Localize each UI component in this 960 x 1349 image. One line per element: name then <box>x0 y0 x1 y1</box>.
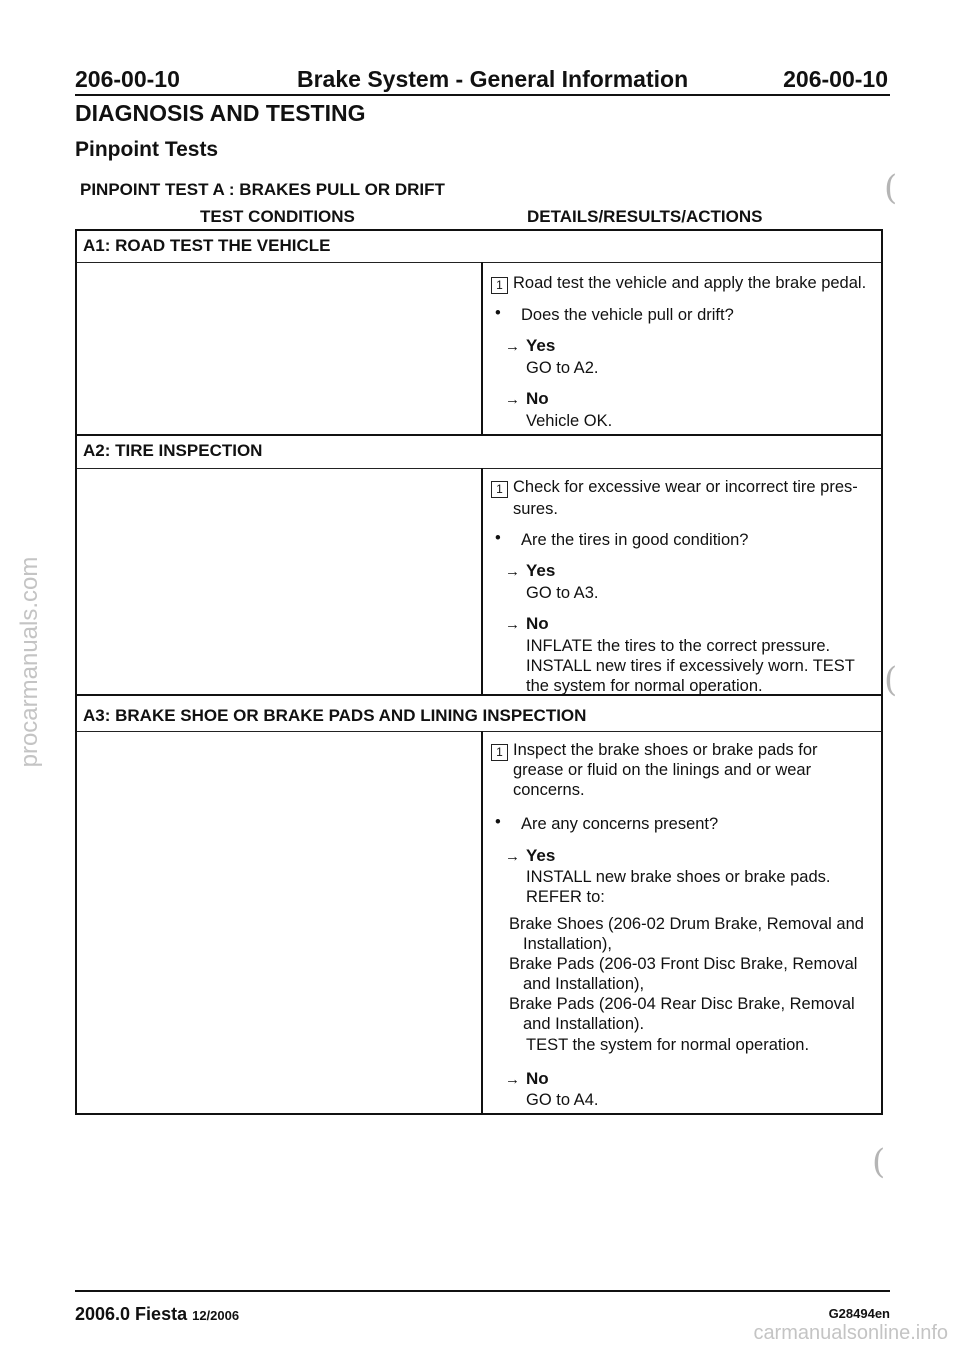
binder-hole-mark: ( <box>884 168 898 208</box>
watermark-bottom-right: carmanualsonline.info <box>753 1322 948 1344</box>
footer-model: 2006.0 Fiesta 12/2006 <box>75 1304 240 1324</box>
answer-yes-label: Yes <box>526 561 556 580</box>
step-instruction-cont: sures. <box>513 500 558 518</box>
step-title-a3: A3: BRAKE SHOE OR BRAKE PADS AND LINING INSPECTION <box>83 706 587 725</box>
answer-no-text: the system for normal operation. <box>526 677 763 695</box>
answer-no-label: No <box>526 614 549 633</box>
step-number-box: 1 <box>491 277 508 294</box>
arrow-right-icon: → <box>505 848 520 865</box>
answer-no-text: GO to A4. <box>526 1091 599 1109</box>
answer-yes-text: GO to A2. <box>526 359 599 377</box>
column-divider <box>481 468 483 694</box>
step-instruction: 1 Inspect the brake shoes or brake pads for <box>491 740 818 761</box>
answer-no-label: No <box>526 389 549 408</box>
arrow-right-icon: → <box>505 563 520 580</box>
divider <box>77 262 881 263</box>
column-divider <box>481 262 483 434</box>
reference-link[interactable]: Brake Pads (206-04 Rear Disc Brake, Removal <box>509 995 855 1013</box>
step-instruction: 1 Road test the vehicle and apply the brake pedal. <box>491 273 866 294</box>
question-text: Are the tires in good condition? <box>521 531 749 549</box>
divider <box>77 434 881 436</box>
divider <box>77 731 881 732</box>
step-title-a1: A1: ROAD TEST THE VEHICLE <box>83 236 331 255</box>
footer-document-code: G28494en <box>828 1306 890 1321</box>
bullet-icon: • <box>495 304 501 322</box>
bullet-icon: • <box>495 813 501 831</box>
arrow-right-icon: → <box>505 338 520 355</box>
arrow-right-icon: → <box>505 1071 520 1088</box>
question-text: Does the vehicle pull or drift? <box>521 306 734 324</box>
subsection-title: Pinpoint Tests <box>75 138 219 161</box>
reference-link[interactable]: Brake Pads (206-03 Front Disc Brake, Removal <box>509 955 858 973</box>
divider <box>77 468 881 469</box>
pinpoint-test-table <box>75 229 883 1115</box>
page-header-title: Brake System - General Information <box>297 66 689 92</box>
step-instruction-cont: concerns. <box>513 781 585 799</box>
step-instruction-cont: grease or fluid on the linings and or wear <box>513 761 812 779</box>
column-header-details: DETAILS/RESULTS/ACTIONS <box>527 207 763 226</box>
answer-yes-text: INSTALL new brake shoes or brake pads. <box>526 868 831 886</box>
page-header <box>75 60 890 96</box>
reference-link[interactable]: and Installation). <box>523 1015 645 1033</box>
reference-link[interactable]: and Installation), <box>523 975 645 993</box>
page-number-left: 206-00-10 <box>75 66 180 92</box>
answer-yes-label: Yes <box>526 846 556 865</box>
pinpoint-test-title: PINPOINT TEST A : BRAKES PULL OR DRIFT <box>80 180 445 199</box>
section-title: DIAGNOSIS AND TESTING <box>75 100 366 126</box>
step-number-box: 1 <box>491 481 508 498</box>
question-text: Are any concerns present? <box>521 815 719 833</box>
answer-no-text: INFLATE the tires to the correct pressure. <box>526 637 831 655</box>
footer-date: 12/2006 <box>192 1308 240 1323</box>
step-number-box: 1 <box>491 744 508 761</box>
answer-yes-text: REFER to: <box>526 888 605 906</box>
step-title-a2: A2: TIRE INSPECTION <box>83 441 263 460</box>
column-header-test-conditions: TEST CONDITIONS <box>200 207 355 226</box>
arrow-right-icon: → <box>505 391 520 408</box>
reference-link[interactable]: Installation), <box>523 935 612 953</box>
answer-yes-text: GO to A3. <box>526 584 599 602</box>
answer-yes-text: TEST the system for normal operation. <box>526 1036 810 1054</box>
page-number-right: 206-00-10 <box>783 66 888 92</box>
answer-no-text: INSTALL new tires if excessively worn. TEST <box>526 657 855 675</box>
answer-no-text: Vehicle OK. <box>526 412 613 430</box>
page-footer <box>75 1290 890 1324</box>
bullet-icon: • <box>495 529 501 547</box>
divider <box>77 694 881 696</box>
answer-yes-label: Yes <box>526 336 556 355</box>
binder-hole-mark: ( <box>872 1142 886 1182</box>
step-instruction: 1 Check for excessive wear or incorrect tire pres- <box>491 477 858 498</box>
reference-link[interactable]: Brake Shoes (206-02 Drum Brake, Removal and <box>509 915 864 933</box>
answer-no-label: No <box>526 1069 549 1088</box>
arrow-right-icon: → <box>505 616 520 633</box>
column-divider <box>481 731 483 1113</box>
binder-hole-mark: ( <box>884 660 898 700</box>
